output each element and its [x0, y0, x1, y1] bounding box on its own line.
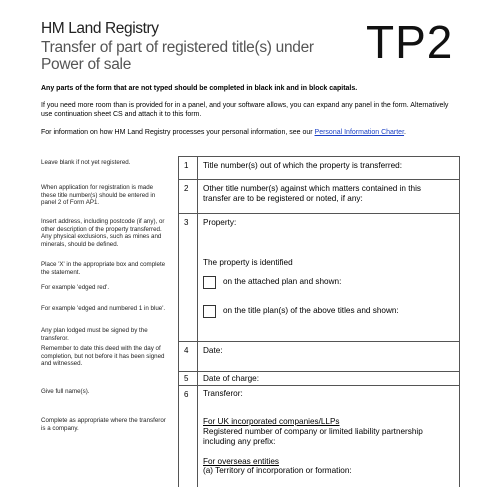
panel-number-cell: [179, 214, 198, 341]
overseas-entity-heading: For overseas entities: [203, 457, 279, 466]
panel-3[interactable]: [179, 214, 459, 342]
panel-number-cell: [179, 180, 198, 213]
panel-number: 5: [184, 374, 189, 383]
panel-number: 3: [184, 218, 189, 227]
property-identified-text: The property is identified: [203, 258, 293, 267]
panel-5-label: Date of charge:: [203, 374, 259, 383]
more-room-instruction: If you need more room than is provided for in a panel, and your software allows, you can expand any panel in the form. Alternatively use continuation sheet CS and attach it to this form.: [41, 102, 449, 118]
note-panel-3-address: Insert address, including postcode (if any), or other description of the property transferred. Any physical exclusions, such as mines and minerals, should be defined.: [41, 218, 165, 248]
ink-instruction: Any parts of the form that are not typed should be completed in black ink and in block capitals.: [41, 85, 358, 92]
note-panel-3-checkbox: Place 'X' in the appropriate box and complete the statement.: [41, 261, 166, 276]
form-title: [41, 39, 314, 73]
note-panel-6-company: Complete as appropriate where the transferor is a company.: [41, 417, 166, 432]
note-panel-2: When application for registration is made these title number(s) should be entered in panel 2 of Form AP1.: [41, 184, 156, 206]
note-panel-4-date: Remember to date this deed with the day of completion, but not before it has been signed and witnessed.: [41, 345, 165, 367]
panel-number: 2: [184, 184, 189, 193]
form-panels-table: [178, 156, 460, 487]
uk-company-text: Registered number of company or limited liability partnership including any prefix:: [203, 427, 423, 446]
title-plan-option: on the title plan(s) of the above titles and shown:: [223, 306, 399, 315]
overseas-entity-text: (a) Territory of incorporation or formation:: [203, 466, 352, 475]
panel-number: 4: [184, 346, 189, 355]
panel-number-cell: [179, 372, 198, 385]
panel-number-cell: [179, 386, 198, 487]
form-title-line2: Power of sale: [41, 56, 132, 73]
form-title-line1: Transfer of part of registered title(s) under: [41, 39, 314, 56]
privacy-suffix: .: [404, 129, 406, 136]
uk-company-heading: For UK incorporated companies/LLPs: [203, 417, 340, 426]
registry-name: HM Land Registry: [41, 20, 159, 37]
panel-3-label: Property:: [203, 218, 237, 227]
panel-4[interactable]: [179, 342, 459, 372]
note-panel-6-names: Give full name(s).: [41, 388, 90, 395]
panel-number: 1: [184, 161, 189, 170]
panel-number-cell: [179, 157, 198, 179]
panel-number-cell: [179, 342, 198, 371]
note-edged-numbered: For example 'edged and numbered 1 in blue'.: [41, 305, 166, 312]
attached-plan-option: on the attached plan and shown:: [223, 277, 342, 286]
panel-1[interactable]: [179, 157, 459, 180]
panel-6[interactable]: [179, 386, 459, 487]
attached-plan-checkbox[interactable]: [203, 276, 216, 289]
privacy-charter-link[interactable]: Personal Information Charter: [314, 129, 405, 136]
panel-6-label: Transferor:: [203, 389, 243, 398]
panel-1-label: Title number(s) out of which the property is transferred:: [203, 161, 403, 170]
privacy-notice: [41, 128, 461, 137]
panel-number: 6: [184, 390, 189, 399]
title-plan-checkbox[interactable]: [203, 305, 216, 318]
panel-4-label: Date:: [203, 346, 223, 355]
panel-2-label: Other title number(s) against which matters contained in this transfer are to be registered or noted, if any:: [203, 184, 421, 203]
privacy-prefix: For information on how HM Land Registry processes your personal information, see our: [41, 129, 315, 136]
form-code: TP2: [366, 16, 454, 68]
note-edged-red: For example 'edged red'.: [41, 284, 110, 291]
note-panel-1: Leave blank if not yet registered.: [41, 159, 131, 166]
note-plan-signed: Any plan lodged must be signed by the transferor.: [41, 327, 148, 342]
panel-5[interactable]: [179, 372, 459, 386]
panel-2[interactable]: [179, 180, 459, 214]
